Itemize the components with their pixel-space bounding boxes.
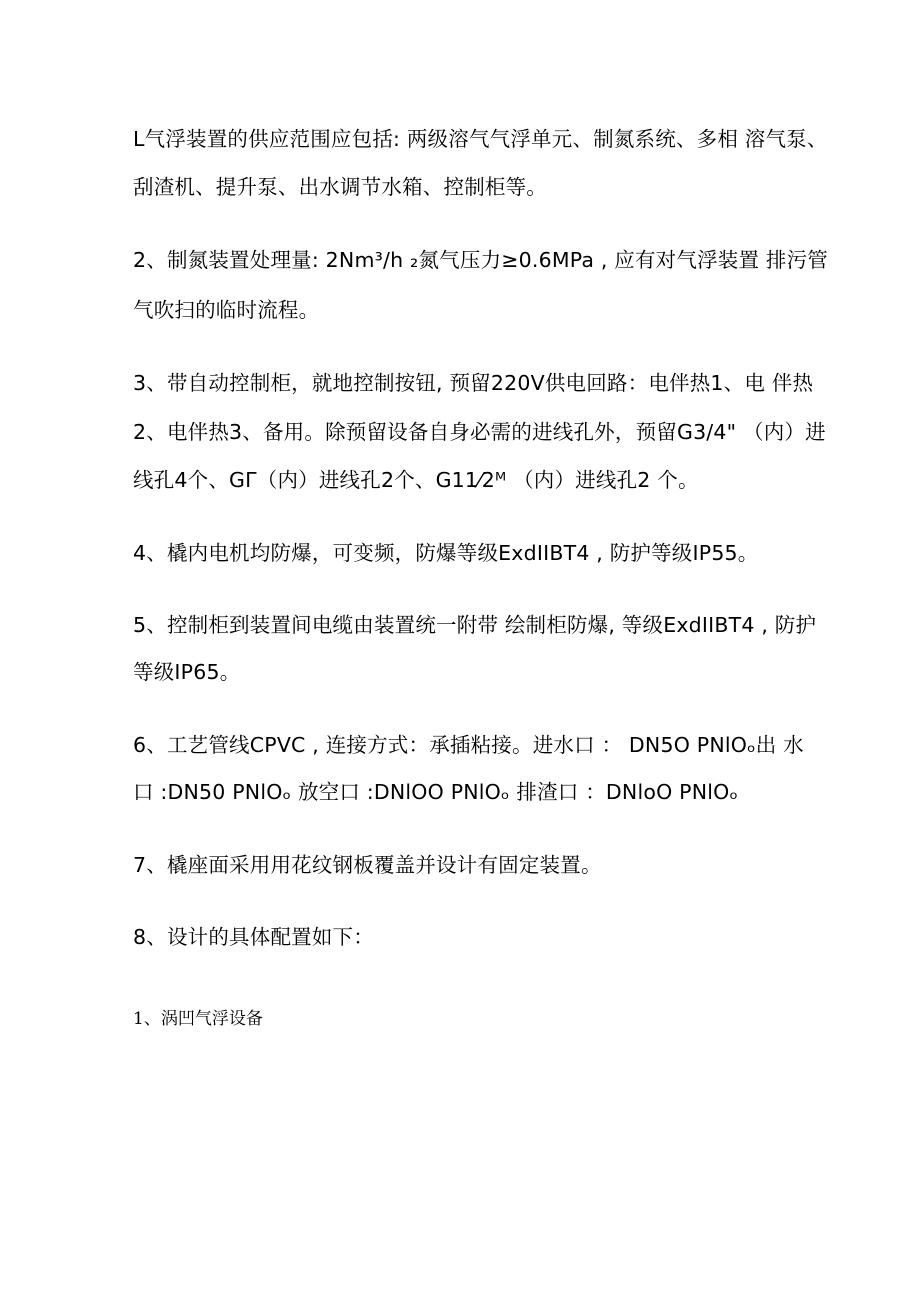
item-3-line-3: 线孔4个、GΓ（内）进线孔2个、G11⁄2ᴹ （内）进线孔2 个。	[133, 468, 699, 492]
item-8-line-1: 8、设计的具体配置如下：	[133, 925, 374, 949]
item-7-line-1: 7、橇座面采用用花纹钢板覆盖并设计有固定装置。	[133, 853, 602, 877]
item-3-line-1: 3、带自动控制柜，就地控制按钮, 预留220V供电回路：电伴热1、电 伴热	[133, 371, 814, 395]
item-5-line-1: 5、控制柜到装置间电缆由装置统一附带 绘制柜防爆, 等级ExdIIBT4 , 防护	[133, 613, 817, 637]
item-3-line-2: 2、电伴热3、备用。除预留设备自身必需的进线孔外，预留G3/4" （内）进	[133, 420, 826, 444]
item-2-line-1: 2、制氮装置处理量: 2Nm³∕h ₂氮气压力≥0.6MPa , 应有对气浮装置 排污管	[133, 248, 828, 272]
item-6-line-1: 6、工艺管线CPVC , 连接方式：承插粘接。进水口 ： DN5O PNlOₒ出 水	[133, 733, 804, 757]
subheading: 1、涡凹气浮设备	[133, 1009, 263, 1029]
item-4-line-1: 4、橇内电机均防爆，可变频，防爆等级ExdIIBT4 , 防护等级IP55。	[133, 541, 759, 565]
item-1-line-1: L气浮装置的供应范围应包括: 两级溶气气浮单元、制氮系统、多相 溶气泵、	[133, 127, 828, 151]
item-2-line-2: 气吹扫的临时流程。	[133, 298, 320, 322]
item-1-line-2: 刮渣机、提升泵、出水调节水箱、控制柜等。	[133, 175, 547, 199]
item-6-line-2: 口 :DN50 PNlOₒ 放空口 :DNlOO PNlOₒ 排渣口 ：DNloO PNlOₒ	[133, 780, 739, 804]
item-5-line-2: 等级IP65。	[133, 660, 241, 684]
